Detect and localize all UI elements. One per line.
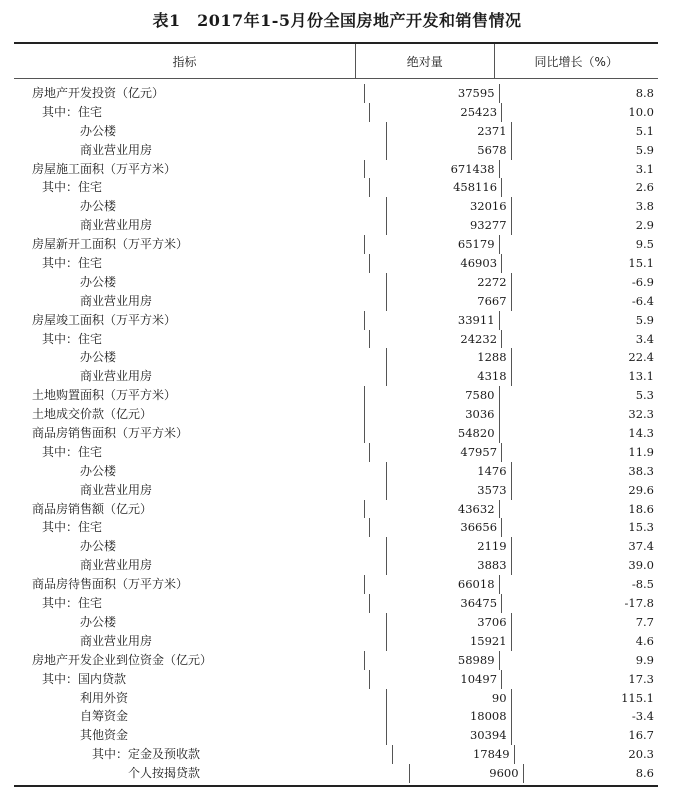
row-label: 房地产开发企业到位资金（亿元） xyxy=(32,652,213,667)
row-indicator xyxy=(14,613,386,632)
row-indicator xyxy=(14,518,369,537)
row-growth: 4.6 xyxy=(511,632,658,651)
row-indicator xyxy=(14,103,369,122)
row-indicator xyxy=(14,556,386,575)
row-growth: 18.6 xyxy=(499,500,658,519)
row-value: 37595 xyxy=(364,84,498,103)
row-value: 3883 xyxy=(386,556,510,575)
row-growth: 32.3 xyxy=(499,405,658,424)
row-indicator xyxy=(14,745,392,764)
row-label: 商业营业用房 xyxy=(80,558,153,573)
table-row xyxy=(14,386,658,405)
table-row xyxy=(14,670,658,689)
row-label: 房屋竣工面积（万平方米） xyxy=(32,312,177,327)
row-indicator xyxy=(14,726,386,745)
row-value: 458116 xyxy=(369,178,501,197)
row-growth: 2.6 xyxy=(501,178,658,197)
row-label: 商业营业用房 xyxy=(80,218,153,233)
table-row xyxy=(14,424,658,443)
header-indicator: 指标 xyxy=(172,54,197,69)
data-table xyxy=(14,42,658,787)
row-indicator xyxy=(14,481,386,500)
row-prefix: 其中： xyxy=(42,256,79,271)
row-indicator xyxy=(14,594,369,613)
row-indicator xyxy=(14,122,386,141)
row-indicator xyxy=(14,311,364,330)
row-value: 36475 xyxy=(369,594,501,613)
row-label: 办公楼 xyxy=(80,123,117,138)
row-indicator xyxy=(14,235,364,254)
row-label: 办公楼 xyxy=(80,274,117,289)
row-label: 商业营业用房 xyxy=(80,633,153,648)
row-growth: 14.3 xyxy=(499,424,658,443)
row-label: 办公楼 xyxy=(80,199,117,214)
row-indicator xyxy=(14,632,386,651)
table-title: 表1 2017年1-5月份全国房地产开发和销售情况 xyxy=(152,11,522,30)
row-value: 9600 xyxy=(409,764,523,783)
row-value: 3573 xyxy=(386,481,510,500)
row-growth: 38.3 xyxy=(511,462,658,481)
table-row xyxy=(14,481,658,500)
table-row xyxy=(14,632,658,651)
row-label: 住宅 xyxy=(78,256,103,271)
row-value: 4318 xyxy=(386,367,510,386)
table-row xyxy=(14,745,658,764)
row-indicator xyxy=(14,424,364,443)
row-prefix: 其中： xyxy=(42,596,79,611)
row-indicator xyxy=(14,651,364,670)
row-growth: 29.6 xyxy=(511,481,658,500)
row-indicator xyxy=(14,575,364,594)
row-indicator xyxy=(14,386,364,405)
table-row xyxy=(14,311,658,330)
table-row xyxy=(14,764,658,783)
row-indicator xyxy=(14,84,364,103)
table-row xyxy=(14,141,658,160)
table-row xyxy=(14,273,658,292)
row-label: 商业营业用房 xyxy=(80,142,153,157)
table-row xyxy=(14,707,658,726)
row-value: 10497 xyxy=(369,670,501,689)
row-prefix: 其中： xyxy=(42,444,79,459)
row-value: 32016 xyxy=(386,197,510,216)
table-row xyxy=(14,613,658,632)
table-row xyxy=(14,575,658,594)
row-indicator xyxy=(14,707,386,726)
row-indicator xyxy=(14,537,386,556)
row-label: 商业营业用房 xyxy=(80,482,153,497)
row-growth: 7.7 xyxy=(511,613,658,632)
row-label: 商品房销售额（亿元） xyxy=(32,501,153,516)
row-label: 利用外资 xyxy=(80,690,129,705)
row-growth: -6.4 xyxy=(511,292,658,311)
table-row xyxy=(14,235,658,254)
row-value: 17849 xyxy=(392,745,514,764)
row-growth: 9.9 xyxy=(499,651,658,670)
row-growth: -3.4 xyxy=(511,707,658,726)
table-row xyxy=(14,518,658,537)
row-label: 办公楼 xyxy=(80,614,117,629)
row-prefix: 其中： xyxy=(92,747,129,762)
row-label: 土地成交价款（亿元） xyxy=(32,407,153,422)
row-growth: 37.4 xyxy=(511,537,658,556)
row-indicator xyxy=(14,443,369,462)
row-growth: 5.9 xyxy=(511,141,658,160)
row-growth: -6.9 xyxy=(511,273,658,292)
table-row xyxy=(14,122,658,141)
row-value: 7580 xyxy=(364,386,498,405)
row-label: 房屋施工面积（万平方米） xyxy=(32,161,177,176)
table-row xyxy=(14,462,658,481)
row-value: 3036 xyxy=(364,405,498,424)
row-growth: 3.1 xyxy=(499,160,658,179)
row-value: 7667 xyxy=(386,292,510,311)
row-growth: 22.4 xyxy=(511,348,658,367)
row-value: 15921 xyxy=(386,632,510,651)
row-label: 商品房销售面积（万平方米） xyxy=(32,426,189,441)
row-indicator xyxy=(14,670,369,689)
header-growth: 同比增长（%） xyxy=(494,44,658,78)
row-growth: 10.0 xyxy=(501,103,658,122)
row-prefix: 其中： xyxy=(42,180,79,195)
row-indicator xyxy=(14,764,409,783)
table-row xyxy=(14,537,658,556)
row-value: 36656 xyxy=(369,518,501,537)
row-value: 47957 xyxy=(369,443,501,462)
row-indicator xyxy=(14,500,364,519)
row-growth: -17.8 xyxy=(501,594,658,613)
row-growth: 15.1 xyxy=(501,254,658,273)
table-row xyxy=(14,103,658,122)
row-value: 43632 xyxy=(364,500,498,519)
row-growth: 5.9 xyxy=(499,311,658,330)
row-value: 65179 xyxy=(364,235,498,254)
row-growth: 3.4 xyxy=(501,330,658,349)
row-value: 90 xyxy=(386,689,510,708)
row-growth: 20.3 xyxy=(514,745,658,764)
table-row xyxy=(14,178,658,197)
row-growth: 5.3 xyxy=(499,386,658,405)
table-row xyxy=(14,556,658,575)
row-label: 住宅 xyxy=(78,520,103,535)
row-prefix: 其中： xyxy=(42,520,79,535)
table-body xyxy=(14,79,658,785)
row-growth: -8.5 xyxy=(499,575,658,594)
row-growth: 115.1 xyxy=(511,689,658,708)
table-row xyxy=(14,254,658,273)
row-label: 办公楼 xyxy=(80,463,117,478)
row-label: 住宅 xyxy=(78,331,103,346)
row-label: 其他资金 xyxy=(80,728,129,743)
table-row xyxy=(14,330,658,349)
row-value: 66018 xyxy=(364,575,498,594)
row-label: 住宅 xyxy=(78,180,103,195)
row-indicator xyxy=(14,689,386,708)
row-value: 2119 xyxy=(386,537,510,556)
row-growth: 11.9 xyxy=(501,443,658,462)
row-value: 58989 xyxy=(364,651,498,670)
row-value: 1476 xyxy=(386,462,510,481)
row-growth: 8.8 xyxy=(499,84,658,103)
row-growth: 16.7 xyxy=(511,726,658,745)
row-indicator xyxy=(14,367,386,386)
row-label: 商品房待售面积（万平方米） xyxy=(32,577,189,592)
row-indicator xyxy=(14,216,386,235)
row-label: 住宅 xyxy=(78,596,103,611)
header-absolute-value: 绝对量 xyxy=(355,44,494,78)
row-indicator xyxy=(14,254,369,273)
row-indicator xyxy=(14,141,386,160)
row-indicator xyxy=(14,348,386,367)
row-value: 3706 xyxy=(386,613,510,632)
row-prefix: 其中： xyxy=(42,104,79,119)
row-label: 住宅 xyxy=(78,444,103,459)
row-growth: 9.5 xyxy=(499,235,658,254)
table-row xyxy=(14,500,658,519)
row-growth: 3.8 xyxy=(511,197,658,216)
table-row xyxy=(14,197,658,216)
row-value: 1288 xyxy=(386,348,510,367)
table-row xyxy=(14,84,658,103)
row-value: 33911 xyxy=(364,311,498,330)
row-indicator xyxy=(14,462,386,481)
table-row xyxy=(14,651,658,670)
table-row xyxy=(14,594,658,613)
table-header xyxy=(14,44,658,79)
row-label: 房地产开发投资（亿元） xyxy=(32,86,165,100)
row-value: 24232 xyxy=(369,330,501,349)
row-label: 自筹资金 xyxy=(80,709,129,724)
row-value: 18008 xyxy=(386,707,510,726)
row-indicator xyxy=(14,178,369,197)
row-label: 办公楼 xyxy=(80,350,117,365)
row-label: 定金及预收款 xyxy=(128,747,201,762)
row-growth: 39.0 xyxy=(511,556,658,575)
row-indicator xyxy=(14,273,386,292)
row-label: 个人按揭贷款 xyxy=(128,766,201,781)
row-growth: 5.1 xyxy=(511,122,658,141)
row-value: 93277 xyxy=(386,216,510,235)
row-prefix: 其中： xyxy=(42,331,79,346)
row-indicator xyxy=(14,405,364,424)
table-row xyxy=(14,726,658,745)
row-indicator xyxy=(14,197,386,216)
row-label: 房屋新开工面积（万平方米） xyxy=(32,237,189,252)
table-row xyxy=(14,405,658,424)
row-label: 土地购置面积（万平方米） xyxy=(32,388,177,403)
row-indicator xyxy=(14,330,369,349)
row-indicator xyxy=(14,160,364,179)
row-value: 2371 xyxy=(386,122,510,141)
table-row xyxy=(14,216,658,235)
row-label: 商业营业用房 xyxy=(80,369,153,384)
row-label: 住宅 xyxy=(78,104,103,119)
row-indicator xyxy=(14,292,386,311)
row-growth: 8.6 xyxy=(523,764,658,783)
row-value: 25423 xyxy=(369,103,501,122)
row-label: 国内贷款 xyxy=(78,671,127,686)
table-row xyxy=(14,348,658,367)
row-value: 5678 xyxy=(386,141,510,160)
row-label: 商业营业用房 xyxy=(80,293,153,308)
row-value: 2272 xyxy=(386,273,510,292)
table-row xyxy=(14,160,658,179)
row-value: 46903 xyxy=(369,254,501,273)
row-label: 办公楼 xyxy=(80,539,117,554)
table-row xyxy=(14,367,658,386)
row-value: 671438 xyxy=(364,160,498,179)
table-row xyxy=(14,689,658,708)
table-row xyxy=(14,443,658,462)
row-value: 30394 xyxy=(386,726,510,745)
row-growth: 17.3 xyxy=(501,670,658,689)
row-growth: 13.1 xyxy=(511,367,658,386)
row-growth: 2.9 xyxy=(511,216,658,235)
row-value: 54820 xyxy=(364,424,498,443)
row-growth: 15.3 xyxy=(501,518,658,537)
row-prefix: 其中： xyxy=(42,671,79,686)
table-row xyxy=(14,292,658,311)
